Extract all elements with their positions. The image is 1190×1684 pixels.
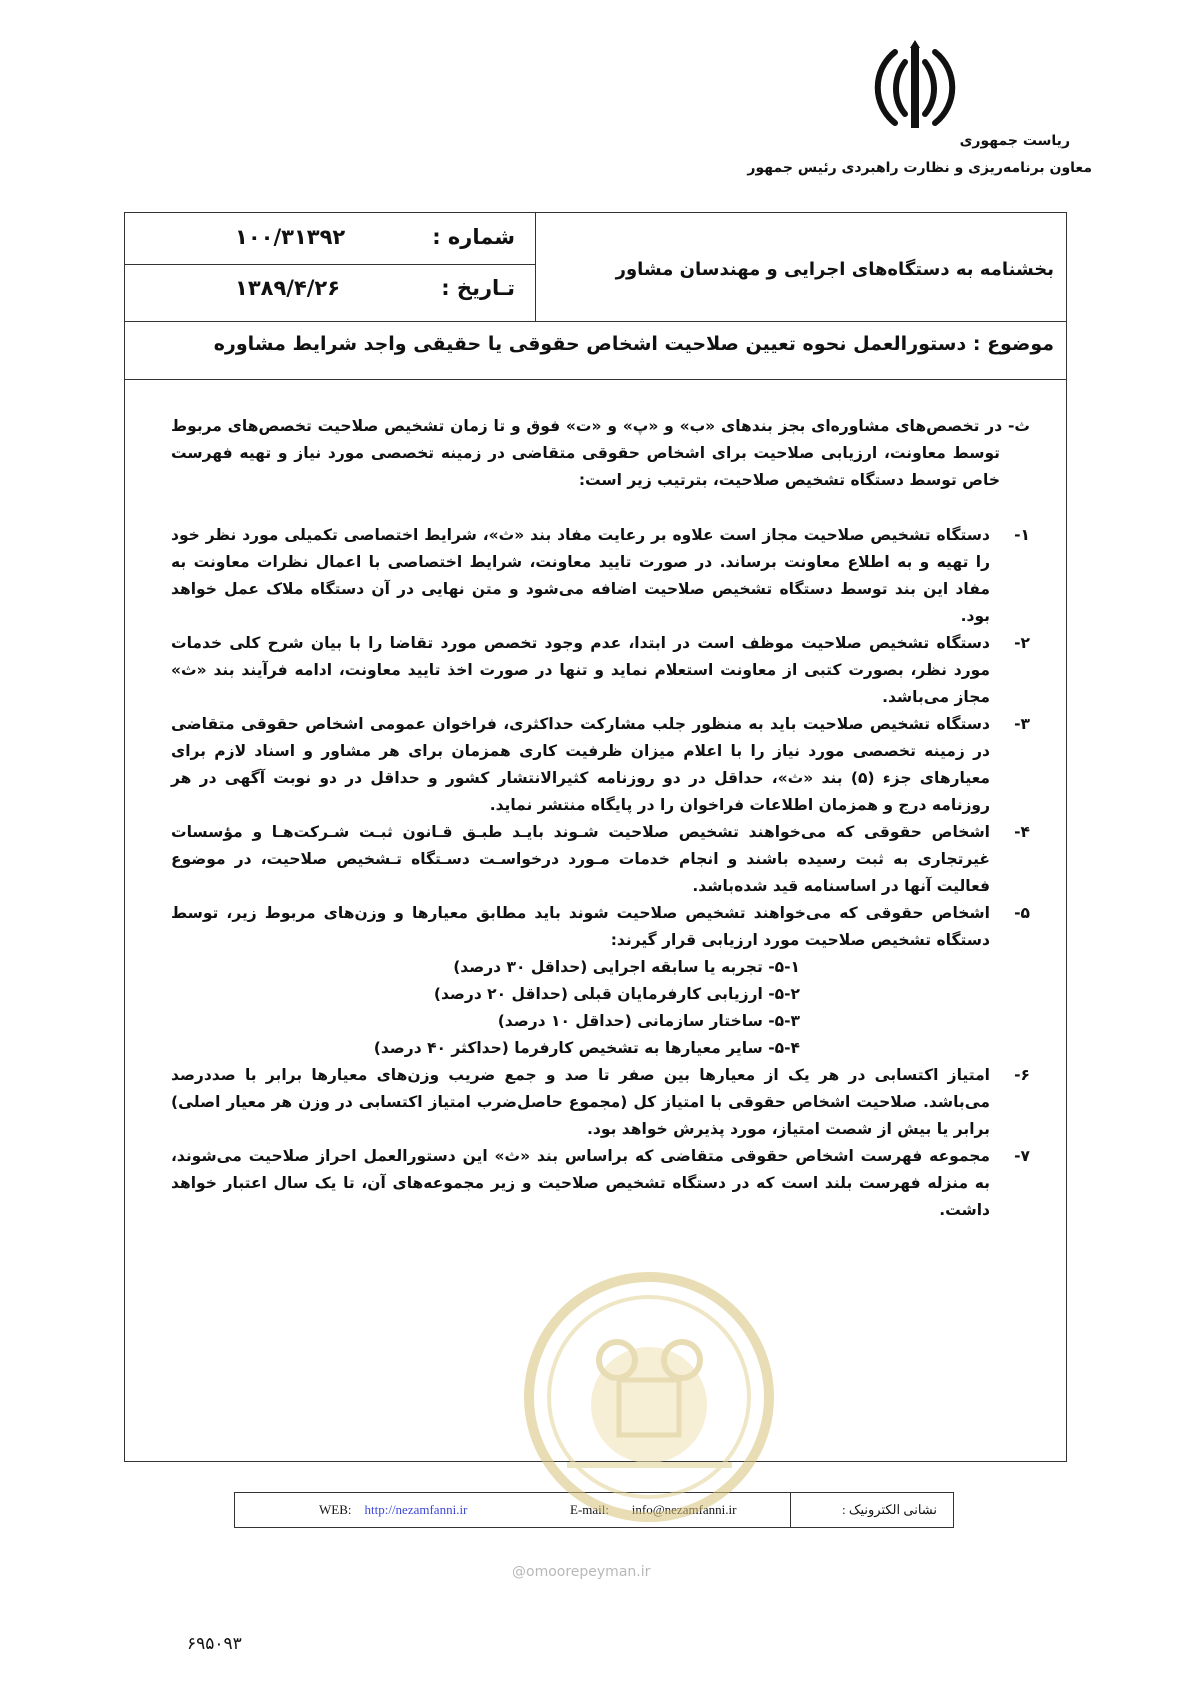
recipient-title: بخشنامه به دستگاه‌های اجرایی و مهندسان مشاور: [615, 259, 1054, 280]
seal-stamp-icon: [507, 1255, 792, 1540]
letter-body: [171, 413, 1030, 1224]
document-number: ۶۹۵۰۹۳: [187, 1634, 242, 1654]
item-text: اشخاص حقوقی که می‌خواهند تشخیص صلاحیت شـوند بایـد طبـق قـانون ثبـت شـرکت‌هـا و مؤسسات غیرتجاری به ثبت رسیده باشند و انجام خدمات مـورد درخواسـت دسـتگاه تـشخیص صلاحیت، در موضوع فعالیت آنها در اساسنامه قید شده‌باشد.: [171, 823, 990, 895]
web-label: WEB:: [319, 1502, 352, 1517]
list-item: [171, 522, 1030, 630]
item-text: اشخاص حقوقی که می‌خواهند تشخیص صلاحیت شوند باید مطابق معیارها و وزن‌های مربوط زیر، توسط دستگاه تشخیص صلاحیت مورد ارزیابی قرار گیرند:: [171, 904, 990, 949]
email-label: E-mail:: [570, 1502, 609, 1517]
list-item: [171, 630, 1030, 711]
subject-row: [125, 321, 1066, 380]
sub-item: ۵-۱- تجربه یا سابقه اجرایی (حداقل ۳۰ درصد): [453, 958, 800, 976]
header-block: [125, 213, 1066, 322]
date-row: [125, 264, 535, 321]
list-item: [171, 900, 1030, 954]
item-number: ۲-: [1014, 634, 1030, 652]
date-value: ۱۳۸۹/۴/۲۶: [235, 276, 341, 300]
web-link[interactable]: http://nezamfanni.ir: [364, 1502, 468, 1517]
item-text: امتیاز اکتسابی در هر یک از معیارها بین صفر تا صد و جمع ضریب وزن‌های معیارها برابر با صددرصد می‌باشد. صلاحیت اشخاص حقوقی با امتیاز کل (مجموع حاصل‌ضرب امتیاز اکتسابی در وزن هر معیار اصلی) برابر یا بیش از شصت امتیاز، مورد پذیرش خواهد بود.: [171, 1066, 990, 1138]
item-text: دستگاه تشخیص صلاحیت مجاز است علاوه بر رعایت مفاد بند «ث»، شرایط اختصاصی تکمیلی مورد نظر خود را تهیه و به اطلاع معاونت برساند. در صورت تایید معاونت، شرایط اختصاصی با اعمال نظرات معاونت به مفاد این بند توسط دستگاه تشخیص صلاحیت اضافه می‌شود و متن نهایی در آن دستگاه ملاک عمل خواهد بود.: [171, 526, 990, 625]
list-item: [171, 711, 1030, 819]
list-item: [171, 1143, 1030, 1224]
item-text: دستگاه تشخیص صلاحیت باید به منظور جلب مشارکت حداکثری، فراخوان عمومی اشخاص حقوقی متقاضی در زمینه تخصصی مورد نیاز را با اعلام میزان ظرفیت کاری همزمان برای هر مشاور و اسناد لازم برای معیارهای جزء (۵) بند «ث»، حداقل در دو روزنامه کثیرالانتشار کشور و حداقل در دو نوبت آگهی در هر روزنامه درج و همزمان اطلاعات فراخوان را در پایگاه منتشر نماید.: [171, 715, 990, 814]
email-link[interactable]: info@nezamfanni.ir: [631, 1502, 737, 1517]
contact-label: نشانی الکترونیک :: [841, 1502, 937, 1517]
sub-item: ۵-۲- ارزیابی کارفرمایان قبلی (حداقل ۲۰ درصد): [433, 985, 800, 1003]
number-value: ۱۰۰/۳۱۳۹۲: [235, 225, 346, 249]
subject-text: موضوع : دستورالعمل نحوه تعیین صلاحیت اشخاص حقوقی یا حقیقی واجد شرایط مشاوره: [213, 333, 1054, 355]
item-text: مجموعه فهرست اشخاص حقوقی متقاضی که براساس بند «ث» این دستورالعمل احراز صلاحیت می‌شوند، به منزله فهرست بلند است که در دستگاه تشخیص صلاحیت و زیر مجموعه‌های آن، تا یک سال اعتبار خواهد داشت.: [171, 1147, 990, 1219]
item-number: ۳-: [1014, 715, 1030, 733]
item-number: ۱-: [1014, 526, 1030, 544]
number-row: [125, 213, 535, 265]
date-label: تـاریخ :: [441, 276, 515, 300]
item-number: ۷-: [1014, 1147, 1030, 1165]
sub-item: ۵-۳- ساختار سازمانی (حداقل ۱۰ درصد): [497, 1012, 800, 1030]
iran-emblem-icon: [860, 40, 970, 135]
number-date-box: [125, 213, 536, 321]
item-text: دستگاه تشخیص صلاحیت موظف است در ابتدا، عدم وجود تخصص مورد تقاضا را با بیان شرح کلی خدمات مورد نظر، بصورت کتبی از معاونت استعلام نماید و تنها در صورت اخذ تایید معاونت، ادامه فرآیند بند «ث» مجاز می‌باشد.: [171, 634, 990, 706]
list-item: [171, 819, 1030, 900]
number-label: شماره :: [432, 225, 515, 249]
intro-paragraph: ث- در تخصص‌های مشاوره‌ای بجز بندهای «ب» و «پ» و «ت» فوق و تا زمان تشخیص صلاحیت تخصص‌های مربوط توسط معاونت، ارزیابی صلاحیت برای اشخاص حقوقی متقاضی در زمینه تخصصی مورد نیاز و تهیه فهرست خاص توسط دستگاه تشخیص صلاحیت، بترتیب زیر است:: [171, 417, 1030, 489]
sub-item: ۵-۴- سایر معیارها به تشخیص کارفرما (حداکثر ۴۰ درصد): [373, 1039, 800, 1057]
list-item: [171, 1062, 1030, 1143]
watermark-text: @omoorepeyman.ir: [512, 1564, 651, 1580]
org-line-presidency: ریاست جمهوری: [959, 133, 1070, 149]
item-number: ۶-: [1014, 1066, 1030, 1084]
org-line-deputy: معاون برنامه‌ریزی و نظارت راهبردی رئیس جمهور: [747, 160, 1092, 176]
web-address: [319, 1502, 467, 1518]
item-number: ۴-: [1014, 823, 1030, 841]
item-number: ۵-: [1014, 904, 1030, 922]
